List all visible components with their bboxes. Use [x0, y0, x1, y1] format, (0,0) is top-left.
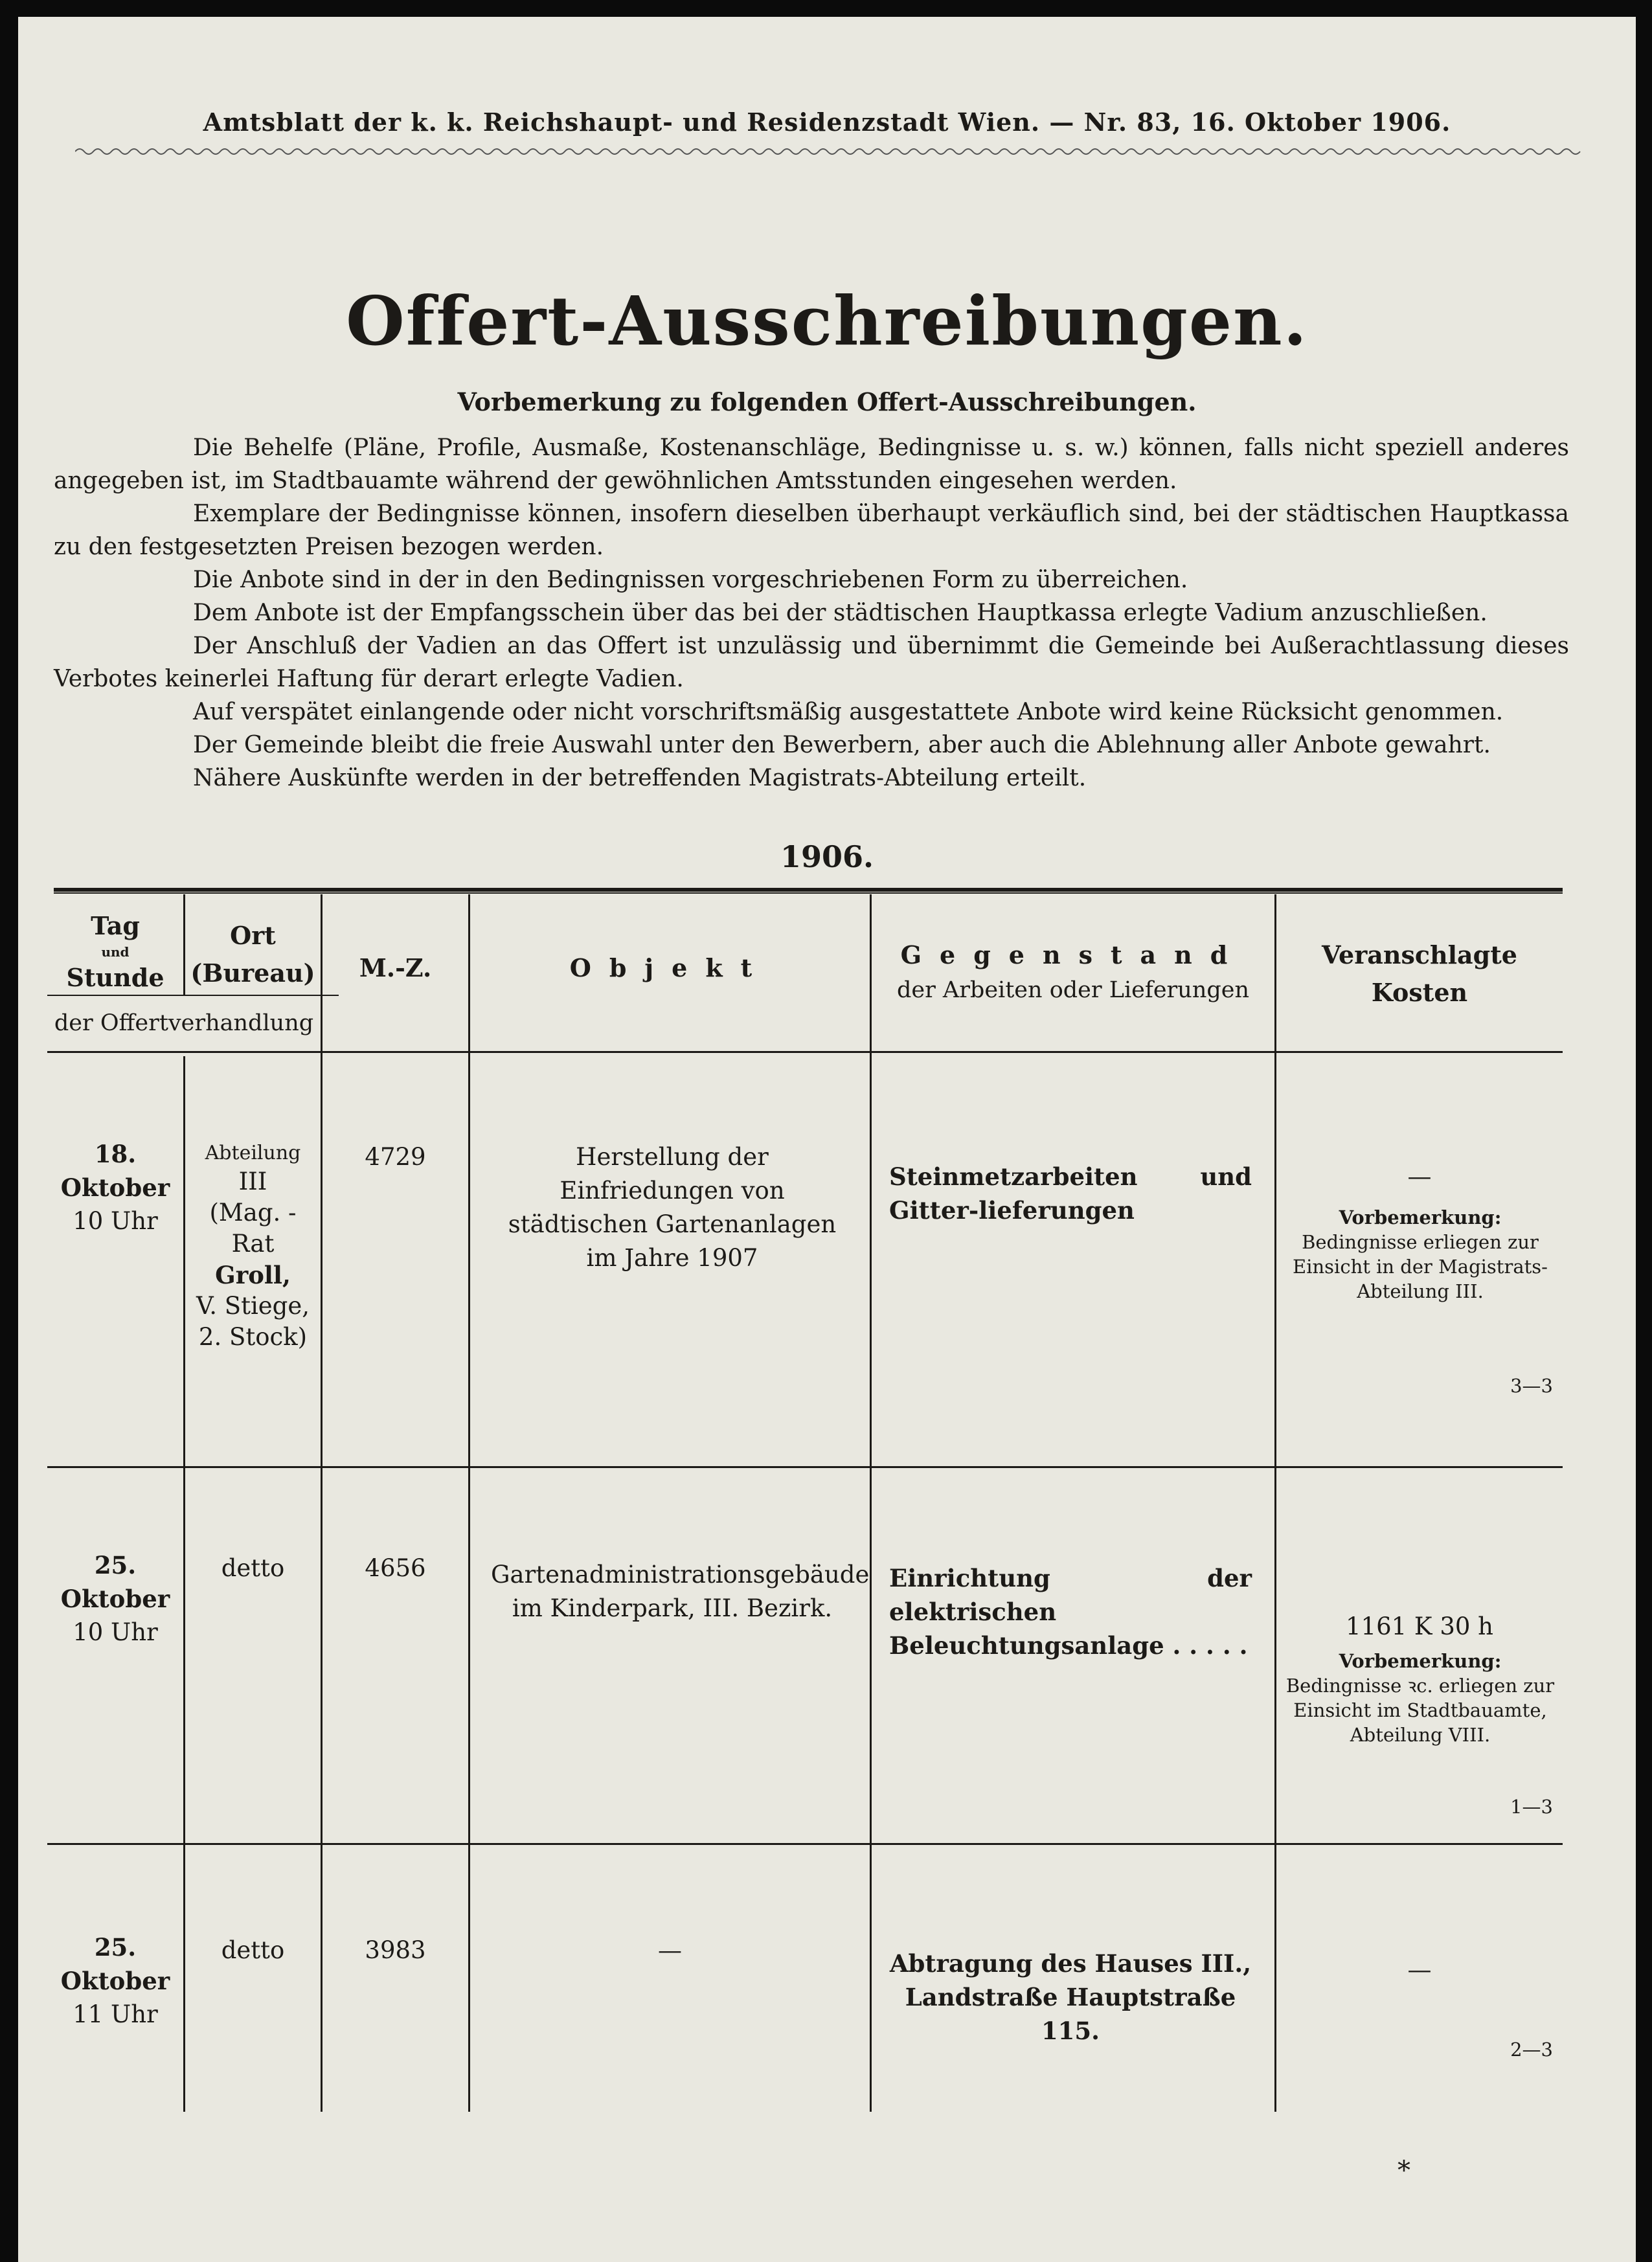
table-row-3-ort: detto	[221, 1936, 285, 1964]
table-row-2-ref: 1—3	[1510, 1796, 1553, 1818]
table-row-3-ref: 2—3	[1510, 2039, 1553, 2061]
table-row-3-date: 25. Oktober 11 Uhr	[60, 1933, 170, 2028]
paragraph: Der Gemeinde bleibt die freie Auswahl unter den Bewerbern, aber auch die Ablehnung aller Anbote gewahrt.	[193, 732, 1491, 758]
wavy-rule	[75, 145, 1584, 158]
table-row-2-note: Vorbemerkung: Bedingnisse ꝛc. erliegen zur Einsicht im Stadtbauamte, Abteilung VIII.	[1285, 1650, 1555, 1746]
row-divider	[47, 1843, 1563, 1845]
column-rule	[468, 894, 470, 2112]
table-row-2-objekt: Gartenadministrationsgebäude im Kinderpark, III. Bezirk.	[491, 1561, 870, 1622]
table-row-2-gegenstand: Einrichtung der elektrischen Beleuchtungsanlage . . . . .	[889, 1564, 1252, 1660]
subtitle: Vorbemerkung zu folgenden Offert-Ausschreibungen.	[457, 387, 1197, 416]
table-top-rule-thin	[54, 892, 1563, 894]
table-row-1-mz: 4729	[365, 1143, 426, 1171]
header-kosten: Veranschlagte Kosten	[1322, 940, 1517, 1007]
running-head: Amtsblatt der k. k. Reichshaupt- und Residenzstadt Wien. — Nr. 83, 16. Oktober 1906.	[203, 107, 1451, 137]
paragraph: Exemplare der Bedingnisse können, insofern dieselben überhaupt verkäuflich sind, bei der städtischen Hauptkassa zu den festgesetzten Preisen bezogen werden.	[54, 501, 1569, 560]
table-row-2-date: 25. Oktober 10 Uhr	[60, 1551, 170, 1646]
table-row-1-kosten: —	[1407, 1162, 1432, 1190]
header-objekt: Objekt	[569, 953, 771, 982]
table-top-rule	[54, 888, 1563, 892]
paragraph: Nähere Auskünfte werden in der betreffenden Magistrats-Abteilung erteilt.	[193, 765, 1087, 791]
table-row-2-mz: 4656	[365, 1554, 426, 1582]
table-row-1-ref: 3—3	[1510, 1375, 1553, 1397]
column-rule	[1274, 894, 1276, 2112]
table-row-2-kosten: 1161 K 30 h	[1346, 1612, 1493, 1640]
table-row-3-objekt: —	[658, 1936, 682, 1964]
footer-asterisk: *	[1397, 2156, 1410, 2186]
header-gegenstand: Gegenstand der Arbeiten oder Lieferungen	[896, 940, 1250, 1003]
newspaper-page	[18, 17, 1636, 2262]
row-divider	[47, 1466, 1563, 1468]
table-row-1-ort: Abteilung III (Mag. - Rat Groll, V. Stiege, 2. Stock)	[196, 1142, 310, 1351]
paragraph: Der Anschluß der Vadien an das Offert ist unzulässig und übernimmt die Gemeinde bei Außerachtlassung dieses Verbotes keinerlei Haftung für derart erlegte Vadien.	[54, 633, 1569, 692]
paragraph: Die Anbote sind in der in den Bedingnissen vorgeschriebenen Form zu überreichen.	[193, 567, 1188, 593]
header-group-label: der Offertverhandlung	[54, 1010, 314, 1036]
table-row-3-gegenstand: Abtragung des Hauses III., Landstraße Hauptstraße 115.	[889, 1949, 1252, 2045]
year-heading: 1906.	[780, 839, 874, 874]
paragraph: Auf verspätet einlangende oder nicht vorschriftsmäßig ausgestattete Anbote wird keine Rücksicht genommen.	[193, 699, 1504, 725]
column-rule	[321, 894, 322, 2112]
paragraph: Die Behelfe (Pläne, Profile, Ausmaße, Kostenanschläge, Bedingnisse u. s. w.) können, falls nicht speziell anderes angegeben ist, im Stadtbauamte während der gewöhnlichen Amtsstunden eingesehen werden.	[54, 435, 1569, 494]
table-row-1-objekt: Herstellung der Einfriedungen von städtischen Gartenanlagen im Jahre 1907	[508, 1143, 837, 1272]
header-mz: M.-Z.	[359, 953, 432, 982]
header-ort: Ort (Bureau)	[190, 921, 315, 988]
table-row-1-note: Vorbemerkung: Bedingnisse erliegen zur Einsicht in der Magistrats-Abteilung III.	[1293, 1206, 1548, 1302]
header-tag-stunde: Tag und Stunde	[66, 911, 164, 992]
header-bottom-rule	[47, 1051, 1563, 1053]
table-row-2-ort: detto	[221, 1554, 285, 1582]
table-row-1-date: 18. Oktober 10 Uhr	[60, 1140, 170, 1235]
page-title: Offert-Ausschreibungen.	[346, 281, 1308, 361]
column-rule	[870, 894, 872, 2112]
table-row-1-gegenstand: Steinmetzarbeiten und Gitter-lieferungen	[889, 1162, 1252, 1225]
paragraph: Dem Anbote ist der Empfangsschein über das bei der städtischen Hauptkassa erlegte Vadium anzuschließen.	[193, 600, 1488, 626]
table-row-3-kosten: —	[1407, 1956, 1432, 1984]
table-row-3-mz: 3983	[365, 1936, 426, 1964]
